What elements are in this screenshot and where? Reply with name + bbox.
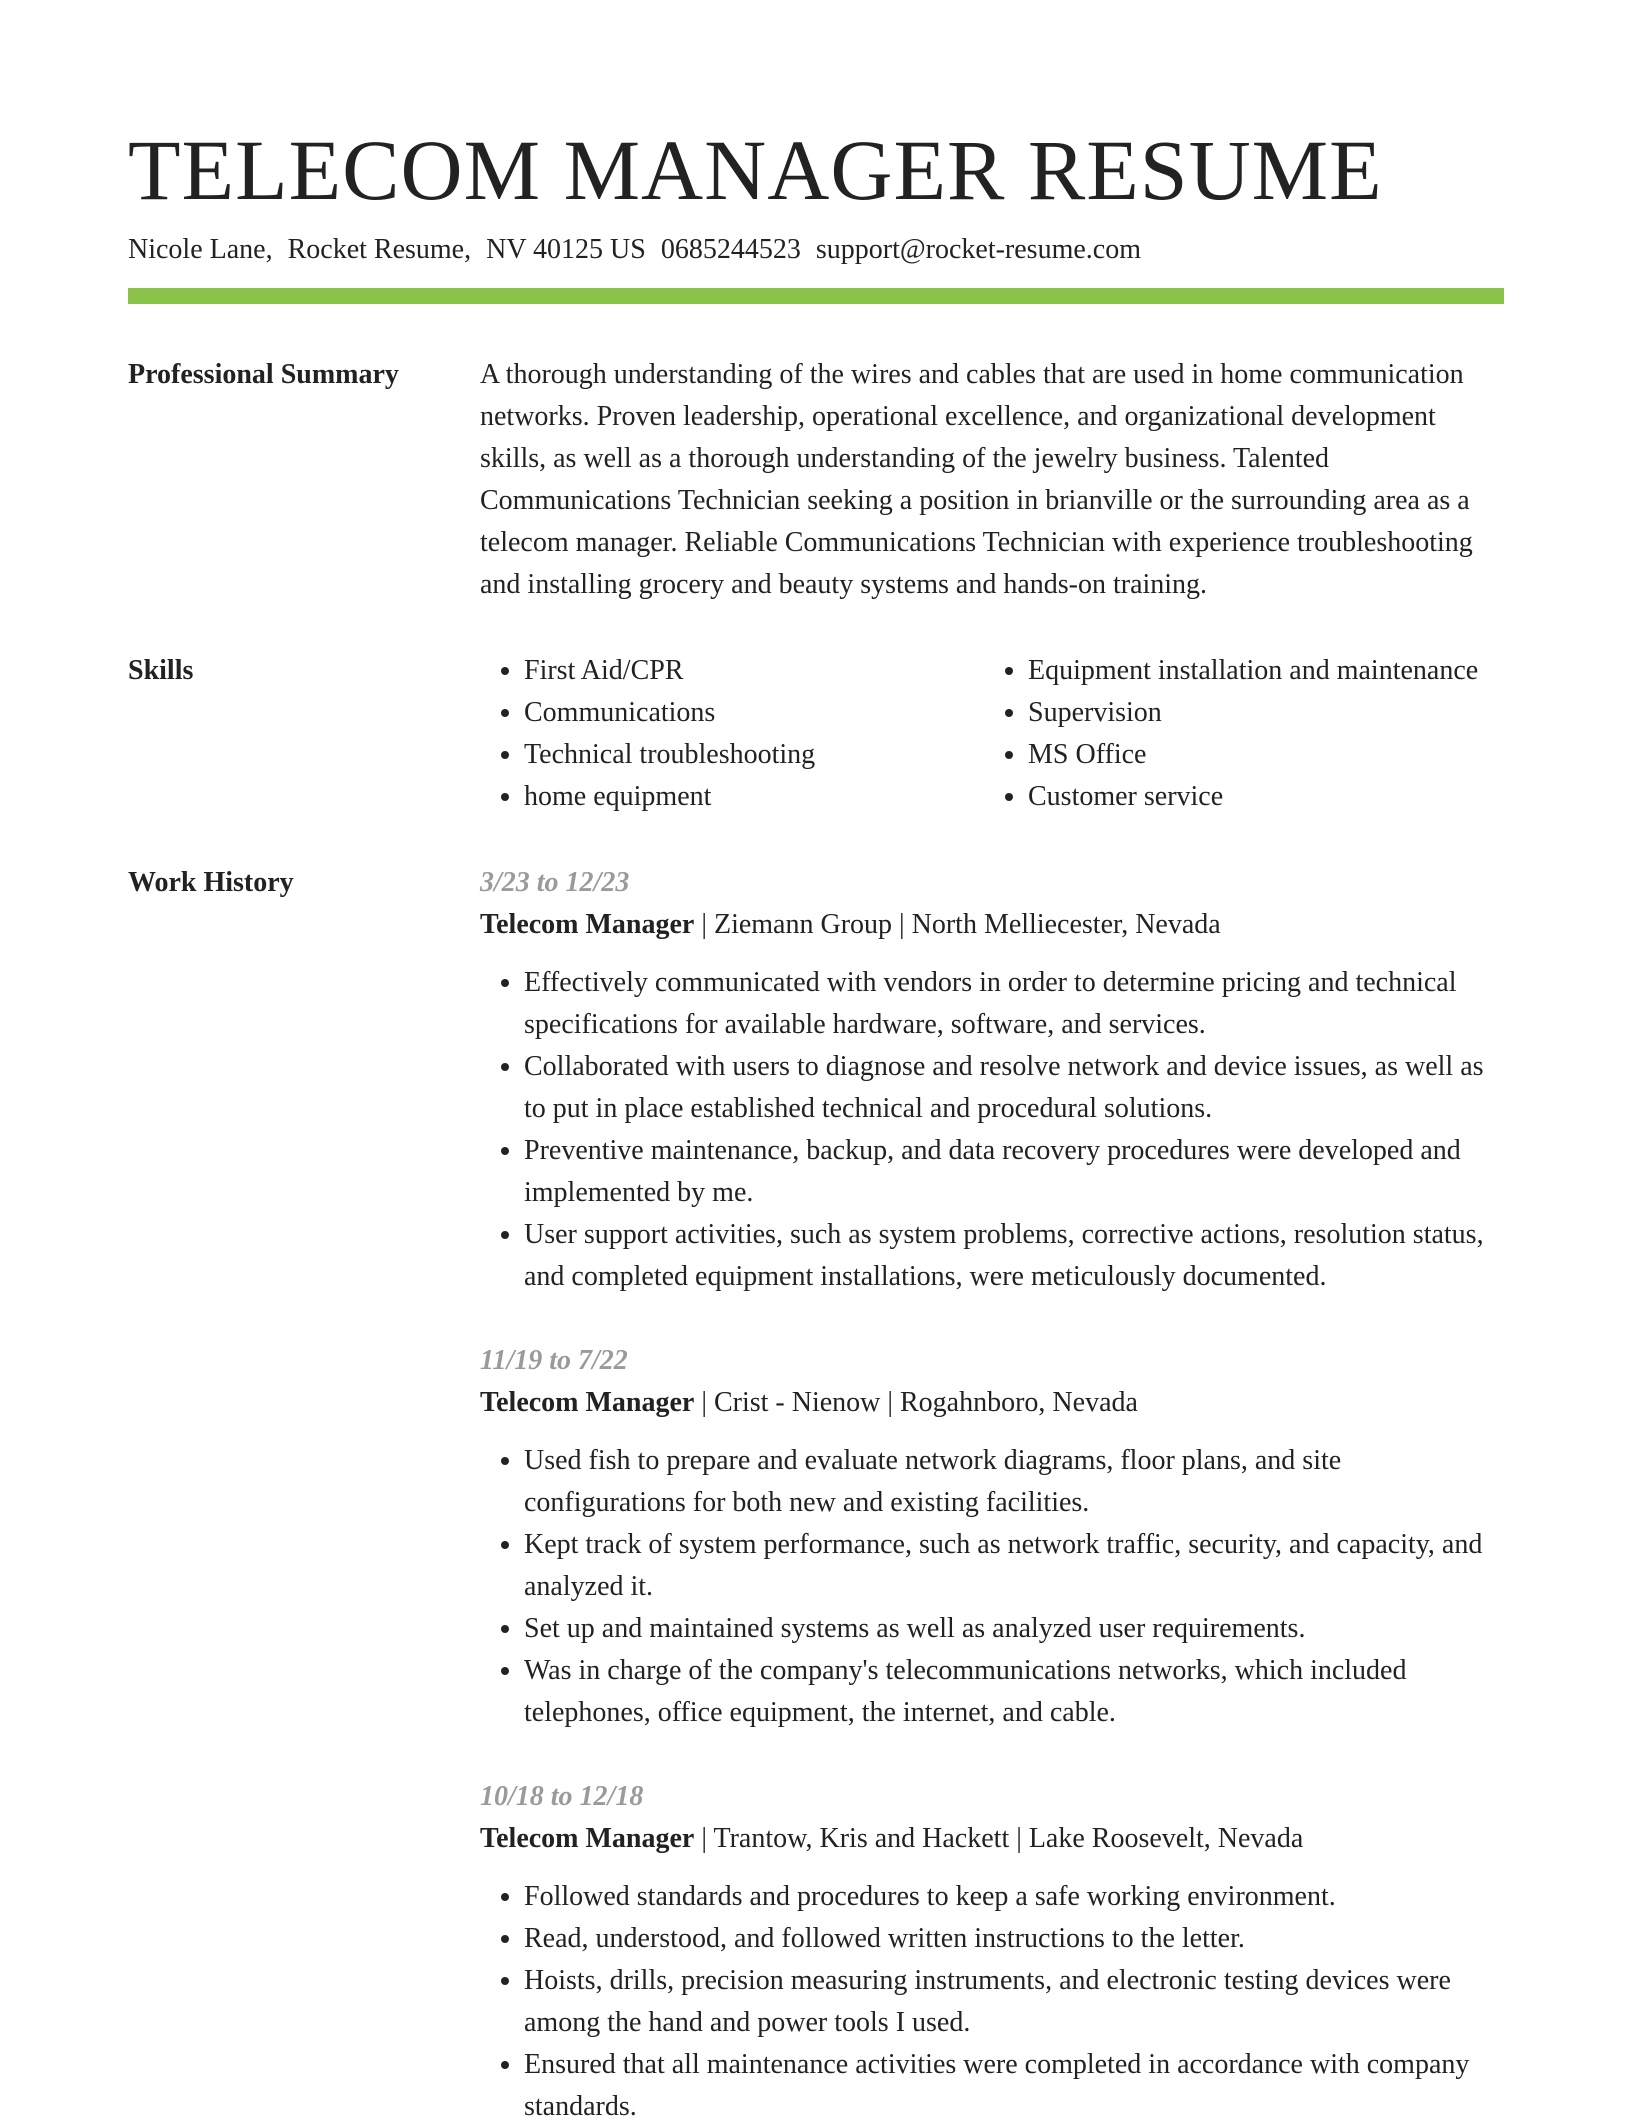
job-details: | Ziemann Group | North Melliecester, Nevada (694, 909, 1221, 940)
job-entry (480, 1340, 1504, 1734)
job-dates: 11/19 to 7/22 (480, 1345, 628, 1376)
skills-column-2 (984, 650, 1504, 818)
job-bullet: • Preventive maintenance, backup, and data recovery procedures were developed and implemented by me. (524, 1130, 1504, 1214)
skills-column-1 (480, 650, 984, 818)
skill-item: • Supervision (1028, 692, 1504, 734)
job-bullet: • Followed standards and procedures to keep a safe working environment. (524, 1876, 1504, 1918)
summary-heading: Professional Summary (128, 359, 399, 390)
job-details: | Crist - Nienow | Rogahnboro, Nevada (694, 1387, 1138, 1418)
skills-heading: Skills (128, 655, 194, 686)
contact-name: Nicole Lane, (128, 234, 273, 265)
job-bullet: • Read, understood, and followed written instructions to the letter. (524, 1918, 1504, 1960)
contact-phone: 0685244523 (660, 234, 801, 265)
job-title: Telecom Manager (480, 1387, 695, 1418)
job-bullet: • Ensured that all maintenance activities were completed in accordance with company standards. (524, 2044, 1504, 2128)
skill-item: • Communications (524, 692, 984, 734)
skill-item: • Technical troubleshooting (524, 734, 984, 776)
skill-item: • Customer service (1028, 776, 1504, 818)
job-title: Telecom Manager (480, 1823, 695, 1854)
job-title: Telecom Manager (480, 909, 695, 940)
job-dates: 10/18 to 12/18 (480, 1781, 644, 1812)
job-bullet: • Hoists, drills, precision measuring instruments, and electronic testing devices were among the hand and power tools I used. (524, 1960, 1504, 2044)
work-history-section (128, 862, 1504, 2128)
skill-item: • home equipment (524, 776, 984, 818)
contact-company: Rocket Resume, (287, 234, 472, 265)
job-bullet: • Used fish to prepare and evaluate network diagrams, floor plans, and site configurations for both new and existing facilities. (524, 1440, 1504, 1524)
summary-text: A thorough understanding of the wires and cables that are used in home communication networks. Proven leadership, operational excellence, and organizational development skills, as well as a thorough understanding of the jewelry business. Talented Communications Technician seeking a position in brianville or the surrounding area as a telecom manager. Reliable Communications Technician with experience troubleshooting and installing grocery and beauty systems and hands-on training. (480, 359, 1473, 600)
job-details: | Trantow, Kris and Hackett | Lake Roosevelt, Nevada (694, 1823, 1304, 1854)
job-heading (480, 1382, 1504, 1424)
work-history-heading: Work History (128, 867, 294, 898)
job-bullet: • Kept track of system performance, such as network traffic, security, and capacity, and analyzed it. (524, 1524, 1504, 1608)
resume-page (128, 120, 1504, 2128)
skills-section (128, 650, 1504, 818)
job-dates: 3/23 to 12/23 (480, 867, 630, 898)
job-heading (480, 904, 1504, 946)
job-bullets (480, 962, 1504, 1298)
summary-section (128, 354, 1504, 606)
contact-line (128, 232, 1504, 268)
job-bullet: • Effectively communicated with vendors in order to determine pricing and technical specifications for available hardware, software, and services. (524, 962, 1504, 1046)
job-entry (480, 862, 1504, 1298)
skill-item: • MS Office (1028, 734, 1504, 776)
job-bullets (480, 1440, 1504, 1734)
skill-item: • Equipment installation and maintenance (1028, 650, 1504, 692)
job-bullet: • User support activities, such as system problems, corrective actions, resolution status, and completed equipment installations, were meticulously documented. (524, 1214, 1504, 1298)
header-divider (128, 288, 1504, 304)
job-entry (480, 1776, 1504, 2128)
contact-location: NV 40125 US (486, 234, 646, 265)
job-bullet: • Collaborated with users to diagnose and resolve network and device issues, as well as to put in place established technical and procedural solutions. (524, 1046, 1504, 1130)
job-bullets (480, 1876, 1504, 2128)
job-bullet: • Set up and maintained systems as well as analyzed user requirements. (524, 1608, 1504, 1650)
contact-email: support@rocket-resume.com (815, 234, 1141, 265)
job-bullet: • Was in charge of the company's telecommunications networks, which included telephones, office equipment, the internet, and cable. (524, 1650, 1504, 1734)
page-title: TELECOM MANAGER RESUME (128, 122, 1383, 218)
skill-item: • First Aid/CPR (524, 650, 984, 692)
job-heading (480, 1818, 1504, 1860)
